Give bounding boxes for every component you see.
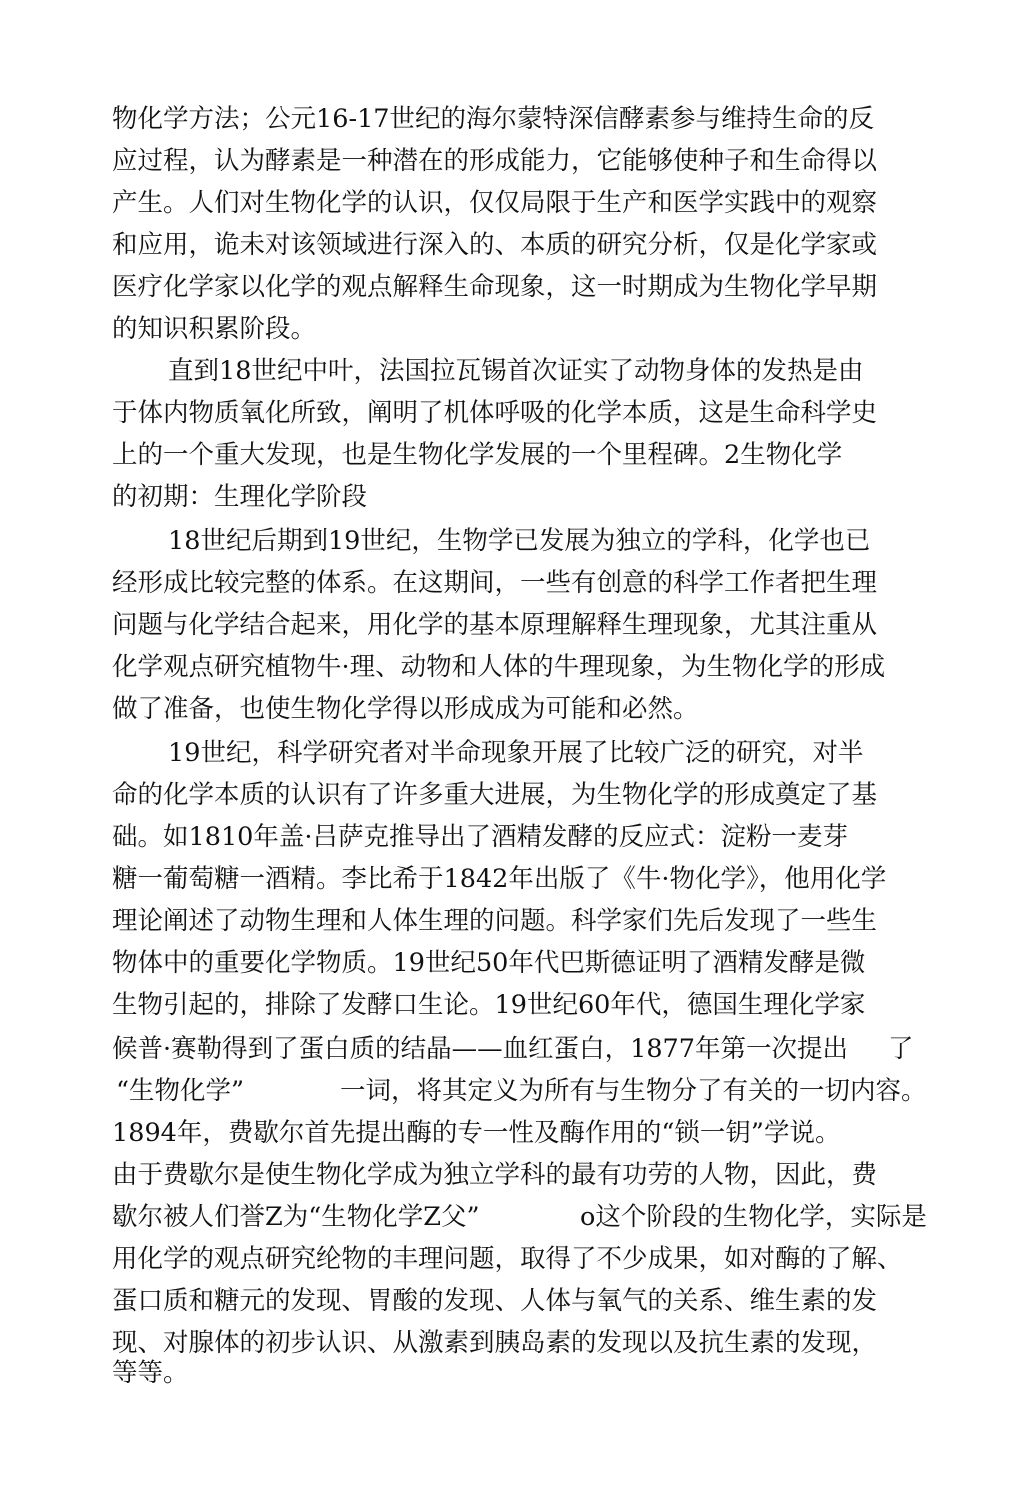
text-line: 的知识积累阶段。 xyxy=(112,314,317,344)
text-line: 做了准备，也使生物化学得以形成成为可能和必然。 xyxy=(112,694,699,724)
text-fragment: 了 xyxy=(888,1034,914,1064)
text-line: 生物引起的，排除了发酵口生论。19世纪60年代，德国生理化学家 xyxy=(112,990,866,1020)
text-fragment: “生物化学” xyxy=(116,1076,245,1106)
text-line: 现、对腺体的初步认识、从激素到胰岛素的发现以及抗生素的发现， xyxy=(112,1328,878,1358)
text-line: 应过程，认为酵素是一种潜在的形成能力，它能够使种子和生命得以 xyxy=(112,146,878,176)
text-line: 上的一个重大发现，也是生物化学发展的一个里程碑。2生物化学 xyxy=(112,440,843,470)
text-line: 和应用，诡未对该领域进行深入的、本质的研究分析，仅是化学家或 xyxy=(112,230,878,260)
text-line: 糖一葡萄糖一酒精。李比希于1842年出版了《牛·物化学》，他用化学 xyxy=(112,864,887,894)
text-line: 化学观点研究植物牛·理、动物和人体的牛理现象，为生物化学的形成 xyxy=(112,652,886,682)
text-line: 的初期：生理化学阶段 xyxy=(112,482,368,512)
text-line: 物化学方法；公元16-17世纪的海尔蒙特深信酵素参与维持生命的反 xyxy=(112,104,875,134)
text-line: 物体中的重要化学物质。19世纪50年代巴斯德证明了酒精发酵是微 xyxy=(112,948,866,978)
text-line: 蛋口质和糖元的发现、胃酸的发现、人体与氧气的关系、维生素的发 xyxy=(112,1286,878,1316)
text-line: 医疗化学家以化学的观点解释生命现象，这一时期成为生物化学早期 xyxy=(112,272,878,302)
text-line: 命的化学本质的认识有了许多重大进展，为生物化学的形成奠定了基 xyxy=(112,780,878,810)
text-line: 等等。 xyxy=(112,1358,189,1388)
text-line: 候普·赛勒得到了蛋白质的结晶——血红蛋白，1877年第一次提出 xyxy=(112,1034,849,1064)
text-line: 经形成比较完整的体系。在这期间，一些有创意的科学工作者把生理 xyxy=(112,568,878,598)
text-line: 理论阐述了动物生理和人体生理的问题。科学家们先后发现了一些生 xyxy=(112,906,878,936)
text-line: 由于费歇尔是使生物化学成为独立学科的最有功劳的人物，因此，费 xyxy=(112,1160,878,1190)
text-line: 19世纪，科学研究者对半命现象开展了比较广泛的研究，对半 xyxy=(168,738,864,768)
text-line: 直到18世纪中叶，法国拉瓦锡首次证实了动物身体的发热是由 xyxy=(168,356,864,386)
text-fragment: o这个阶段的生物化学，实际是 xyxy=(580,1202,927,1232)
text-line: 1894年，费歇尔首先提出酶的专一性及酶作用的“锁一钥”学说。 xyxy=(112,1118,841,1148)
text-fragment: 一词，将其定义为所有与生物分了有关的一切内容。 xyxy=(340,1076,927,1106)
text-fragment: 歇尔被人们誉Z为“生物化学Z父” xyxy=(112,1202,480,1232)
text-line: 础。如1810年盖·吕萨克推导出了酒精发酵的反应式：淀粉一麦芽 xyxy=(112,822,849,852)
text-line: 用化学的观点研究纶物的丰理问题，取得了不少成果，如对酶的了解、 xyxy=(112,1244,903,1274)
text-line: 18世纪后期到19世纪，生物学已发展为独立的学科，化学也已 xyxy=(168,526,871,556)
text-line: 问题与化学结合起来，用化学的基本原理解释生理现象，尤其注重从 xyxy=(112,610,878,640)
text-line: 产生。人们对生物化学的认识，仅仅局限于生产和医学实践中的观察 xyxy=(112,188,878,218)
text-line: 于体内物质氧化所致，阐明了机体呼吸的化学本质，这是生命科学史 xyxy=(112,398,878,428)
